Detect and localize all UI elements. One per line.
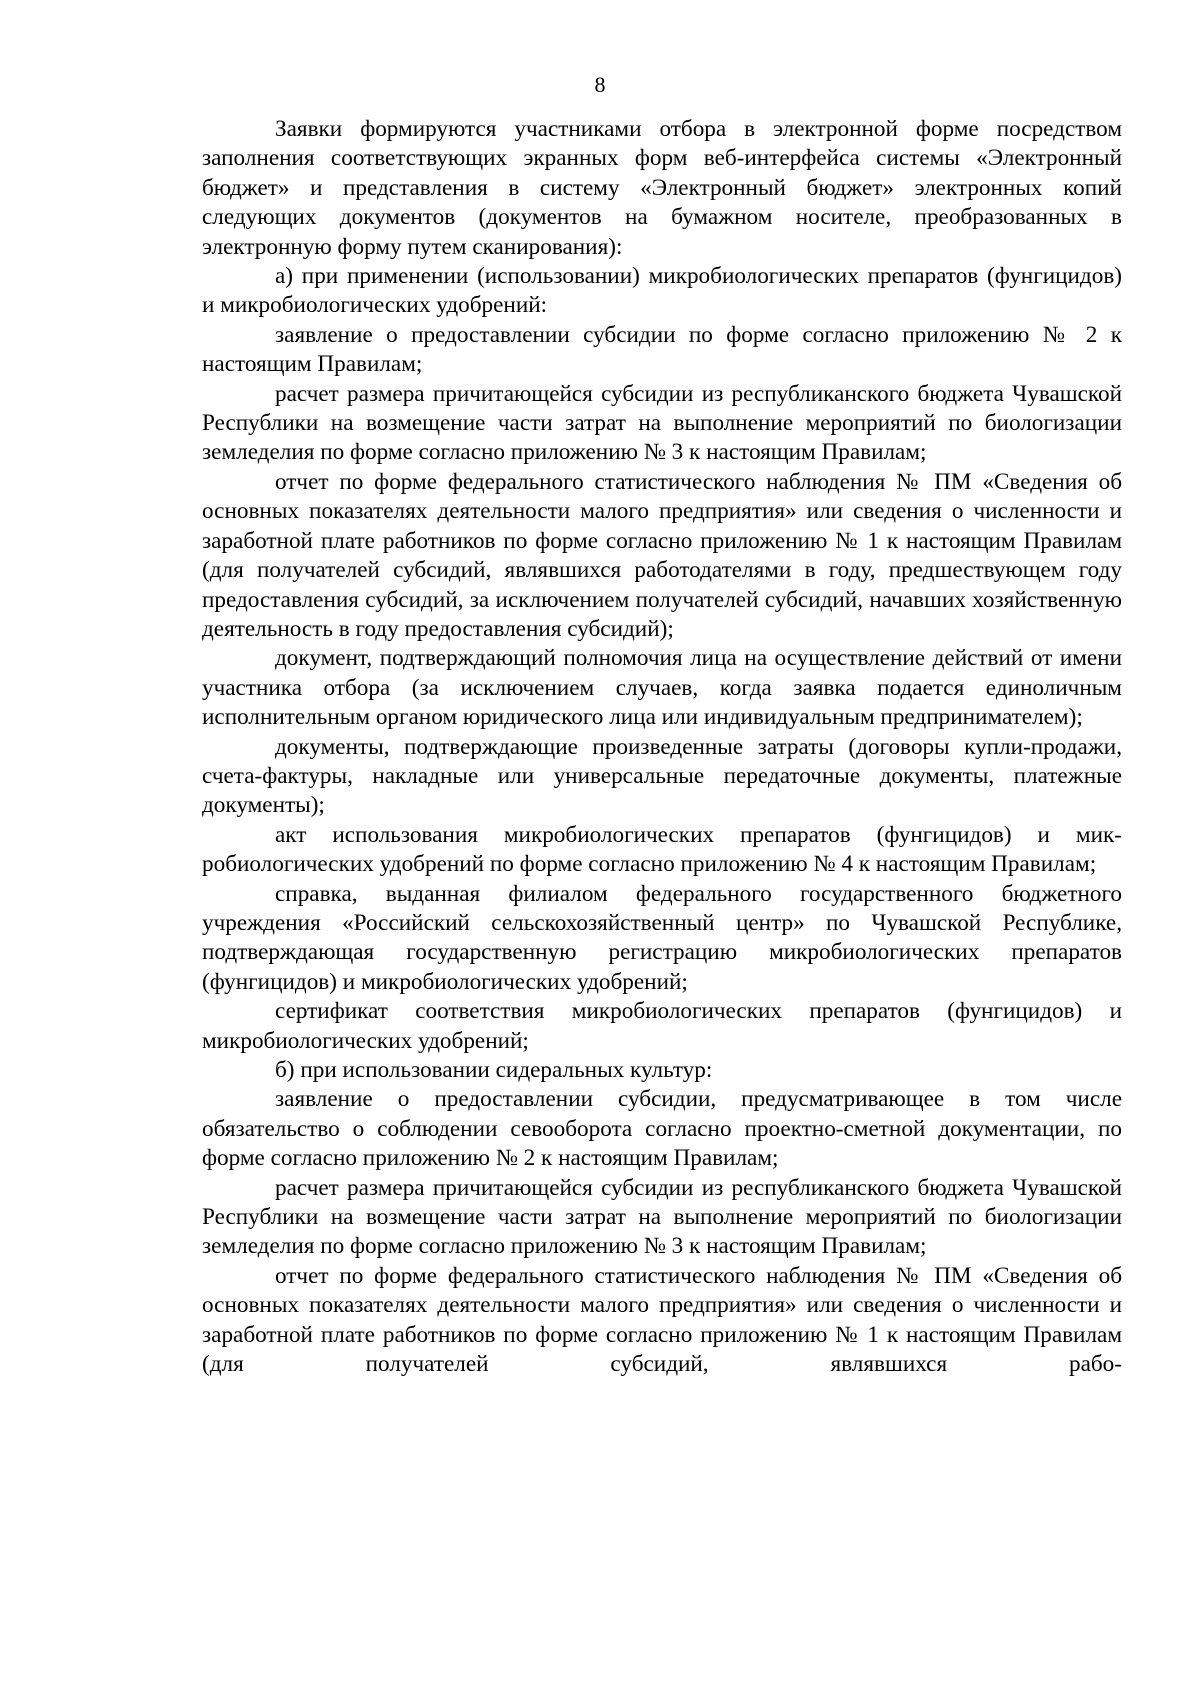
paragraph-expense-documents: документы, подтверждающие произведенные затраты (договоры купли-продажи, счета-фактуры, накладные или универсальные передаточные документы, платежные документы); [202,733,1122,819]
paragraph-conformity-certificate: сертификат соответствия микробиологических препаратов (фунгицидов) и микробиологических удобрений; [202,998,1122,1054]
paragraph-registration-certificate: справка, выданная филиалом федерального государственного бюджетного учреждения «Российский сельскохозяйственный центр» по Чувашской Республике, подтверждающая государственную регистрацию микробиологических препаратов (фунгицидов) и микробиологических удобрений; [202,880,1122,995]
paragraph-statistical-report: отчет по форме федерального статистического наблюдения № ПМ «Сведения об основных показателях деятельности малого предприятия» или сведения о численности и заработной плате работников по форме согласно приложению № 1 к настоящим Правилам (для получателей субсидий, являвшихся работодателями в году, предшествующем году предоставления субсидий, за исключением получателей субсидий, начавших хозяйственную деятельность в году предоставления субсидий); [202,468,1122,642]
page-number: 8 [594,72,606,97]
paragraph-applications-intro: Заявки формируются участниками отбора в электронной форме посредством заполнения соответствующих экранных форм веб-интерфейса системы «Электронный бюджет» и представления в систему «Электронный бюджет» электронных копий следующих документов (документов на бумажном носителе, преобразованных в электронную форму путем сканирования): [202,116,1122,260]
paragraph-subsidy-calculation: расчет размера причитающейся субсидии из республиканского бюджета Чувашской Республики на возмещение части затрат на выполнение мероприятий по биологизации земледелия по форме согласно приложению № 3 к настоящим Правилам; [202,380,1122,466]
paragraph-subsidy-application: заявление о предоставлении субсидии по форме согласно приложению № 2 к настоящим Правилам; [202,321,1122,378]
document-body [202,115,1122,1379]
paragraph-authority-document: документ, подтверждающий полномочия лица на осуществление действий от имени участника отбора (за исключением случаев, когда заявка подается единоличным исполнительным органом юридического лица или индивидуальным предпринимателем); [202,645,1122,731]
paragraph-subsidy-application-crop-rotation: заявление о предоставлении субсидии, предусматривающее в том числе обязательство о соблюдении севооборота согласно проектно-сметной документации, по форме согласно приложению № 2 к настоящим Правилам; [202,1086,1122,1172]
paragraph-subsidy-calculation-2: расчет размера причитающейся субсидии из республиканского бюджета Чувашской Республики на возмещение части затрат на выполнение мероприятий по биологизации земледелия по форме согласно приложению № 3 к настоящим Правилам; [202,1174,1122,1260]
paragraph-item-a: а) при применении (использовании) микробиологических препаратов (фунгицидов) и микробиологических удобрений: [202,263,1122,319]
paragraph-usage-act: акт использования микробиологических препаратов (фунгицидов) и микробиологических удобрений по форме согласно приложению № 4 к настоящим Правилам; [202,821,1122,878]
paragraph-statistical-report-2: отчет по форме федерального статистического наблюдения № ПМ «Сведения об основных показателях деятельности малого предприятия» или сведения о численности и заработной плате работников по форме согласно приложению № 1 к настоящим Правилам (для получателей субсидий, являвшихся рабо- [202,1262,1122,1378]
paragraph-item-b: б) при использовании сидеральных культур: [275,1057,713,1083]
